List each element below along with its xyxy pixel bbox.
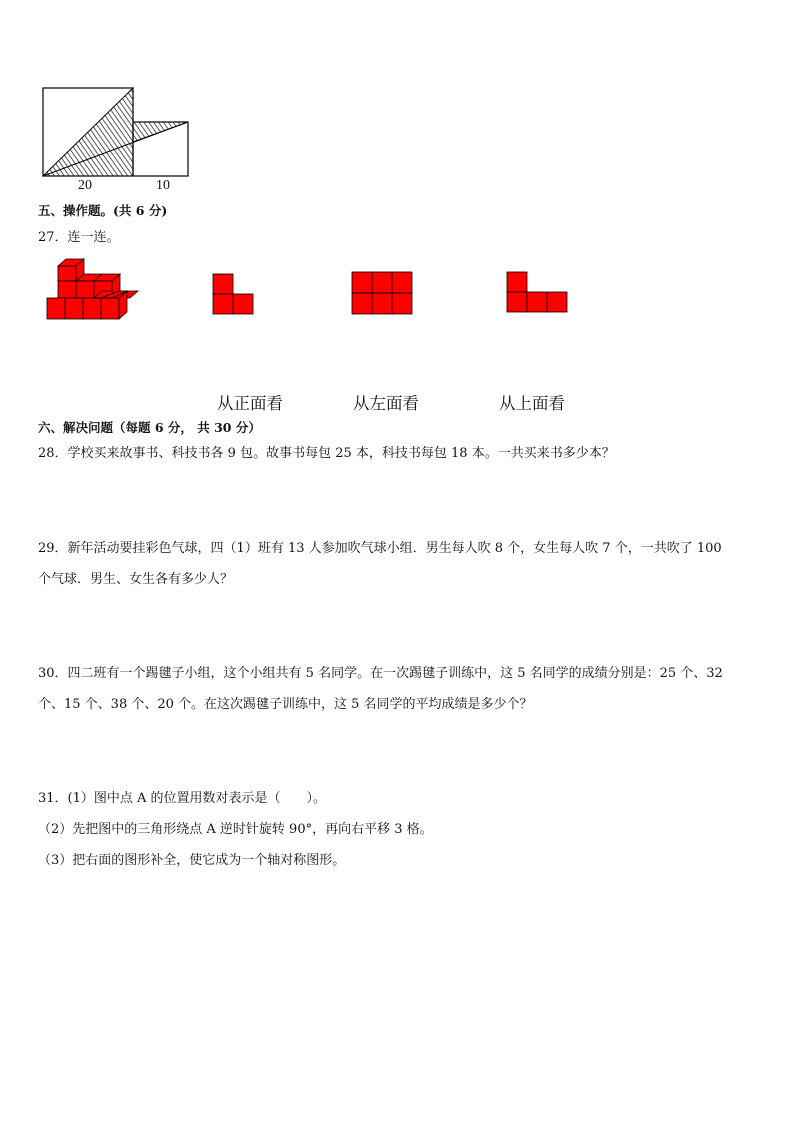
label-top-view: 从上面看: [499, 394, 565, 413]
question-29-line-2: 个气球．男生、女生各有多少人？: [38, 572, 234, 587]
question-31-part-1: 31．(1）图中点 A 的位置用数对表示是（ ）。: [38, 791, 327, 806]
shaded-triangle-left: [43, 88, 133, 176]
width-label-10: 10: [156, 178, 170, 193]
label-front-view: 从正面看: [217, 394, 283, 413]
section-5-heading: 五、操作题。(共 6 分): [38, 203, 168, 218]
question-28: 28．学校买来故事书、科技书各 9 包。故事书每包 25 本，科技书每包 18 本。一共买来书多少本？: [38, 446, 615, 461]
question-30-line-2: 个、15 个、38 个、20 个。在这次踢毽子训练中，这 5 名同学的平均成绩是多少个？: [38, 697, 533, 712]
view-shape-l-long: [506, 271, 570, 315]
hatched-figure-svg: [40, 86, 200, 186]
question-27: 27．连一连。: [38, 230, 120, 245]
width-label-20: 20: [78, 178, 92, 193]
section-6-heading: 六、解决问题（每题 6 分， 共 30 分）: [38, 420, 261, 435]
label-left-view: 从左面看: [353, 394, 419, 413]
question-31-part-3: （3）把右面的图形补全，使它成为一个轴对称图形。: [38, 853, 346, 868]
view-shape-l-small: [212, 273, 257, 315]
question-29-line-1: 29．新年活动要挂彩色气球，四（1）班有 13 人参加吹气球小组．男生每人吹 8 个，女生每人吹 7 个，一共吹了 100: [38, 541, 722, 556]
view-shape-2x3: [351, 271, 415, 316]
question-31-part-2: （2）先把图中的三角形绕点 A 逆时针旋转 90°，再向右平移 3 格。: [38, 822, 433, 837]
question-30-line-1: 30．四二班有一个踢毽子小组，这个小组共有 5 名同学。在一次踢毽子训练中，这 5 名同学的成绩分别是：25 个、32: [38, 666, 723, 681]
cube-stack-3d: [44, 258, 134, 328]
